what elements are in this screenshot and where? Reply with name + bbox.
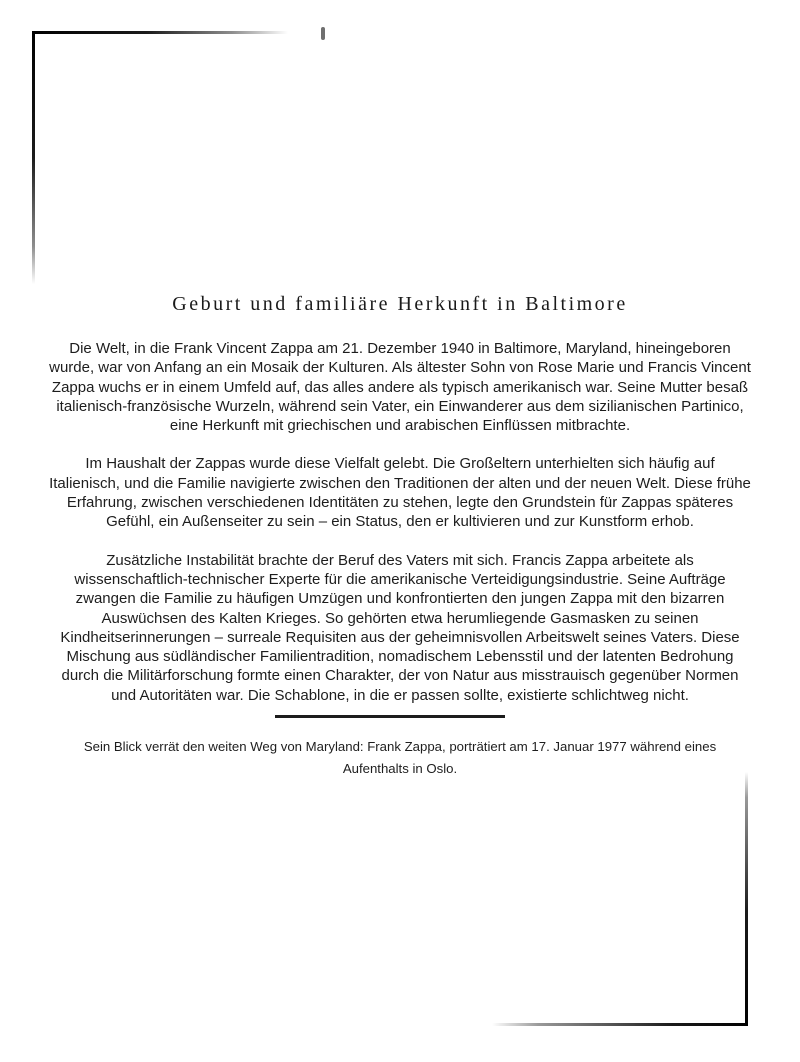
- trim-mark: [321, 27, 325, 40]
- body-paragraph-2: Im Haushalt der Zappas wurde diese Vielfalt gelebt. Die Großeltern unterhielten sich häufig auf Italienisch, und die Familie navigierte zwischen den Traditionen der alten und der neuen Welt. Diese frühe Erfahrung, zwischen verschiedenen Identitäten zu stehen, legte den Grundstein für Zappas späteres Gefühl, ein Außenseiter zu sein – ein Status, den er kultivieren und zur Kunstform erhob.: [49, 455, 751, 531]
- body-text-block: [48, 339, 752, 724]
- body-paragraph-3: Zusätzliche Instabilität brachte der Beruf des Vaters mit sich. Francis Zappa arbeitete als wissenschaftlich-technischer Experte für die amerikanische Verteidigungsindustrie. Seine Aufträge zwangen die Familie zu häufigen Umzügen und konfrontierten den jungen Zappa mit den bizarren Auswüchsen des Kalten Krieges. So gehörten etwa herumliegende Gasmasken zu seinen Kindheitserinnerungen – surreale Requisiten aus der geheimnisvollen Arbeitswelt seines Vaters. Diese Mischung aus südländischer Familientradition, nomadischem Lebensstil und der latenten Bedrohung durch die Militärforschung formte einen Charakter, der von Natur aus misstrauisch gegenüber Normen und Autoritäten war. Die Schablone, in die er passen sollte, existierte schlichtweg nicht.: [60, 551, 740, 704]
- section-title: Geburt und familiäre Herkunft in Baltimore: [172, 293, 628, 315]
- frame-line-vertical: [745, 772, 748, 1026]
- caption-divider-rule: [275, 715, 505, 718]
- frame-line-vertical: [32, 31, 35, 284]
- body-paragraph-1: Die Welt, in die Frank Vincent Zappa am 21. Dezember 1940 in Baltimore, Maryland, hineingeboren wurde, war von Anfang an ein Mosaik der Kulturen. Als ältester Sohn von Rose Marie und Francis Vincent Zappa wuchs er in einem Umfeld auf, das alles andere als typisch amerikanisch war. Seine Mutter besaß italienisch-französische Wurzeln, während sein Vater, ein Einwanderer aus dem sizilianischen Partinico, eine Herkunft mit griechischen und arabischen Einflüssen mitbrachte.: [49, 340, 751, 435]
- frame-line-horizontal: [492, 1023, 748, 1026]
- frame-line-horizontal: [32, 31, 288, 34]
- photo-caption: Sein Blick verrät den weiten Weg von Maryland: Frank Zappa, porträtiert am 17. Januar 1977 während eines Aufenthalts in Oslo.: [83, 739, 717, 776]
- caption-section: [0, 715, 800, 779]
